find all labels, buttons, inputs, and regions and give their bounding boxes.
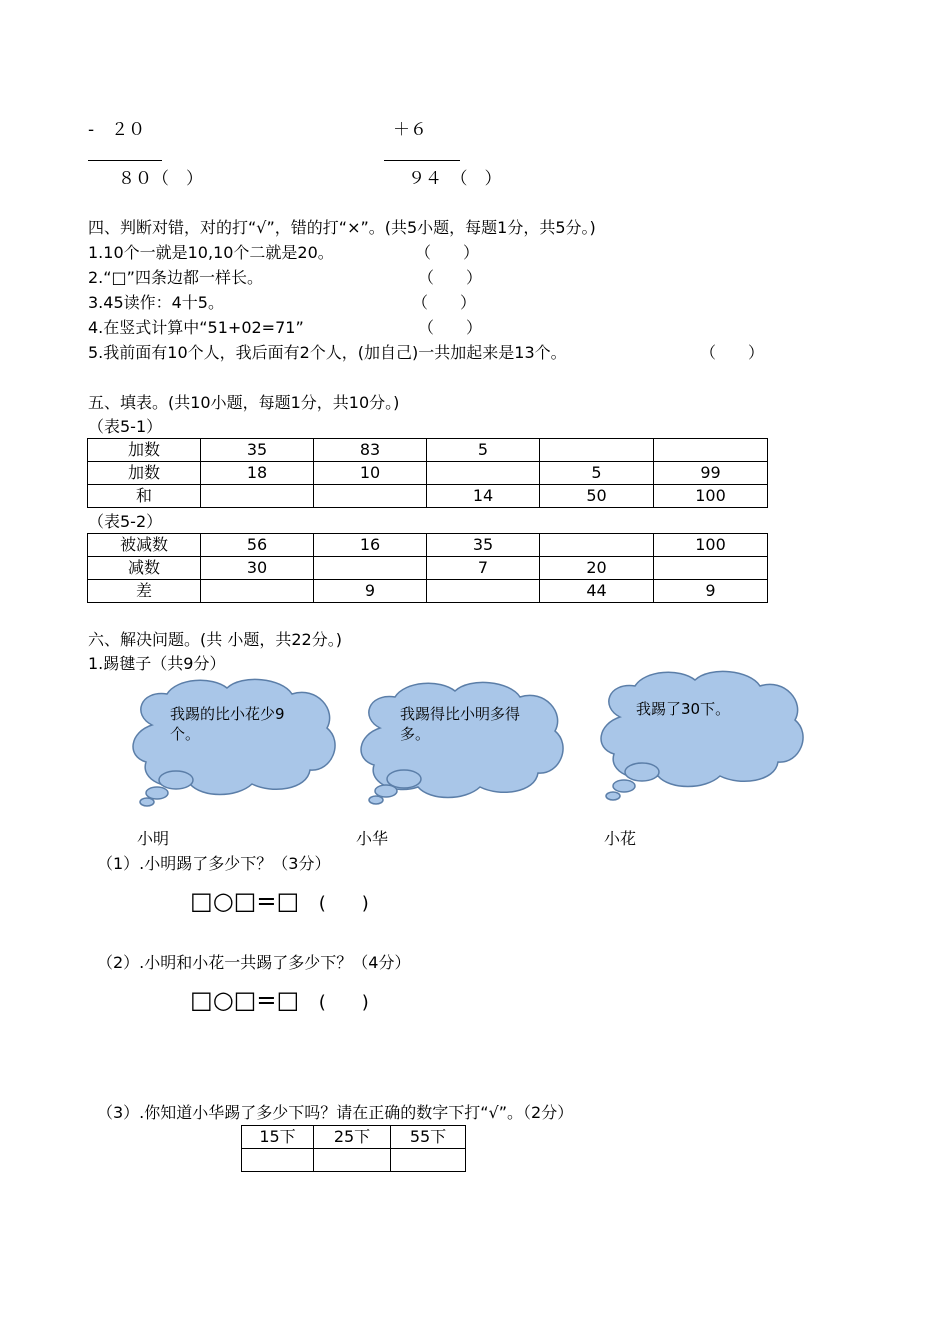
table1-caption: （表5-1） [88,417,163,436]
option-cell: 15下 [242,1126,314,1149]
answer-paren[interactable]: ( ) [318,893,369,914]
table-cell: 56 [201,534,314,557]
answer-box[interactable]: □ [276,986,300,1014]
table-cell: 100 [654,485,768,508]
table-cell: 5 [427,439,540,462]
equation-2 [190,988,369,1012]
table-cell: 9 [314,580,427,603]
check-cell[interactable] [314,1149,391,1172]
table2-caption: （表5-2） [88,512,163,531]
equals-sign: = [256,887,277,915]
table-cell: 99 [654,462,768,485]
section4-item-2-answer[interactable]: （ ） [418,268,483,287]
vertical-calc-right-row1: ＋６ [393,120,427,140]
check-cell[interactable] [391,1149,466,1172]
answer-box[interactable]: □ [190,986,213,1014]
table-cell: 35 [427,534,540,557]
operator-circle[interactable]: ○ [212,986,234,1014]
vertical-calc-left-row2: ８０（ ） [118,169,203,189]
section4-item-5: 5.我前面有10个人，我后面有2个人，(加自己)一共加起来是13个。 [88,343,567,362]
equals-sign: = [256,986,277,1014]
table-cell: 14 [427,485,540,508]
section5-title: 五、填表。(共10小题，每题1分，共10分。) [88,393,400,412]
section4-item-4: 4.在竖式计算中“51+02=71” [88,318,304,337]
section4-title: 四、判断对错，对的打“√”，错的打“×”。(共5小题，每题1分，共5分。) [88,218,596,237]
options-table [241,1125,466,1172]
section4-item-3: 3.45读作：4十5。 [88,293,224,312]
table-cell: 44 [540,580,654,603]
table-cell: 50 [540,485,654,508]
option-cell: 25下 [314,1126,391,1149]
row-header-cell: 差 [88,580,201,603]
vertical-calc-right-row2: ９４ （ ） [408,169,502,189]
subquestion-3: （3）.你知道小华踢了多少下吗？请在正确的数字下打“√”。（2分） [97,1103,574,1122]
section4-item-1: 1.10个一就是10,10个二就是20。 [88,243,334,262]
table-cell: 10 [314,462,427,485]
row-header-cell: 加数 [88,462,201,485]
cloud-xiaohuagirl-text: 我踢了30下。 [636,700,731,718]
table-cell: 16 [314,534,427,557]
section4-item-2: 2.“□”四条边都一样长。 [88,268,263,287]
operator-circle[interactable]: ○ [212,887,234,915]
row-header-cell: 被减数 [88,534,201,557]
table-cell: 100 [654,534,768,557]
cloud-xiaoming-text: 我踢的比小花少9个。 [170,705,285,743]
table-cell: 9 [654,580,768,603]
section6-title: 六、解决问题。(共 小题，共22分。) [88,630,342,649]
section4-item-5-answer[interactable]: （ ） [700,343,765,362]
table-cell: 7 [427,557,540,580]
answer-box[interactable]: □ [190,887,213,915]
answer-box[interactable]: □ [276,887,300,915]
row-header-cell: 和 [88,485,201,508]
section4-item-3-answer[interactable]: （ ） [412,293,477,312]
name-xiaohua-girl: 小花 [604,829,637,848]
answer-box[interactable]: □ [233,986,257,1014]
vertical-calc-left-row1: - ２０ [88,120,146,140]
section4-item-1-answer[interactable]: （ ） [415,243,480,262]
table-cell: 83 [314,439,427,462]
subquestion-2: （2）.小明和小花一共踢了多少下？（4分） [97,953,411,972]
equation-1 [190,889,369,913]
subquestion-1: （1）.小明踢了多少下？（3分） [97,854,331,873]
answer-box[interactable]: □ [233,887,257,915]
row-header-cell: 加数 [88,439,201,462]
cloud-xiaohua-girl [601,671,803,800]
name-xiaoming: 小明 [137,829,170,848]
answer-paren[interactable]: ( ) [318,992,369,1013]
table-cell: 5 [540,462,654,485]
section4-item-4-answer[interactable]: （ ） [418,318,483,337]
check-cell[interactable] [242,1149,314,1172]
table-cell: 20 [540,557,654,580]
table-cell: 35 [201,439,314,462]
row-header-cell: 减数 [88,557,201,580]
table-cell: 18 [201,462,314,485]
cloud-xiaohua-text: 我踢得比小明多得多。 [400,705,521,743]
option-cell: 55下 [391,1126,466,1149]
name-xiaohua: 小华 [356,829,389,848]
question1-title: 1.踢毽子（共9分） [88,654,226,673]
table-cell: 30 [201,557,314,580]
